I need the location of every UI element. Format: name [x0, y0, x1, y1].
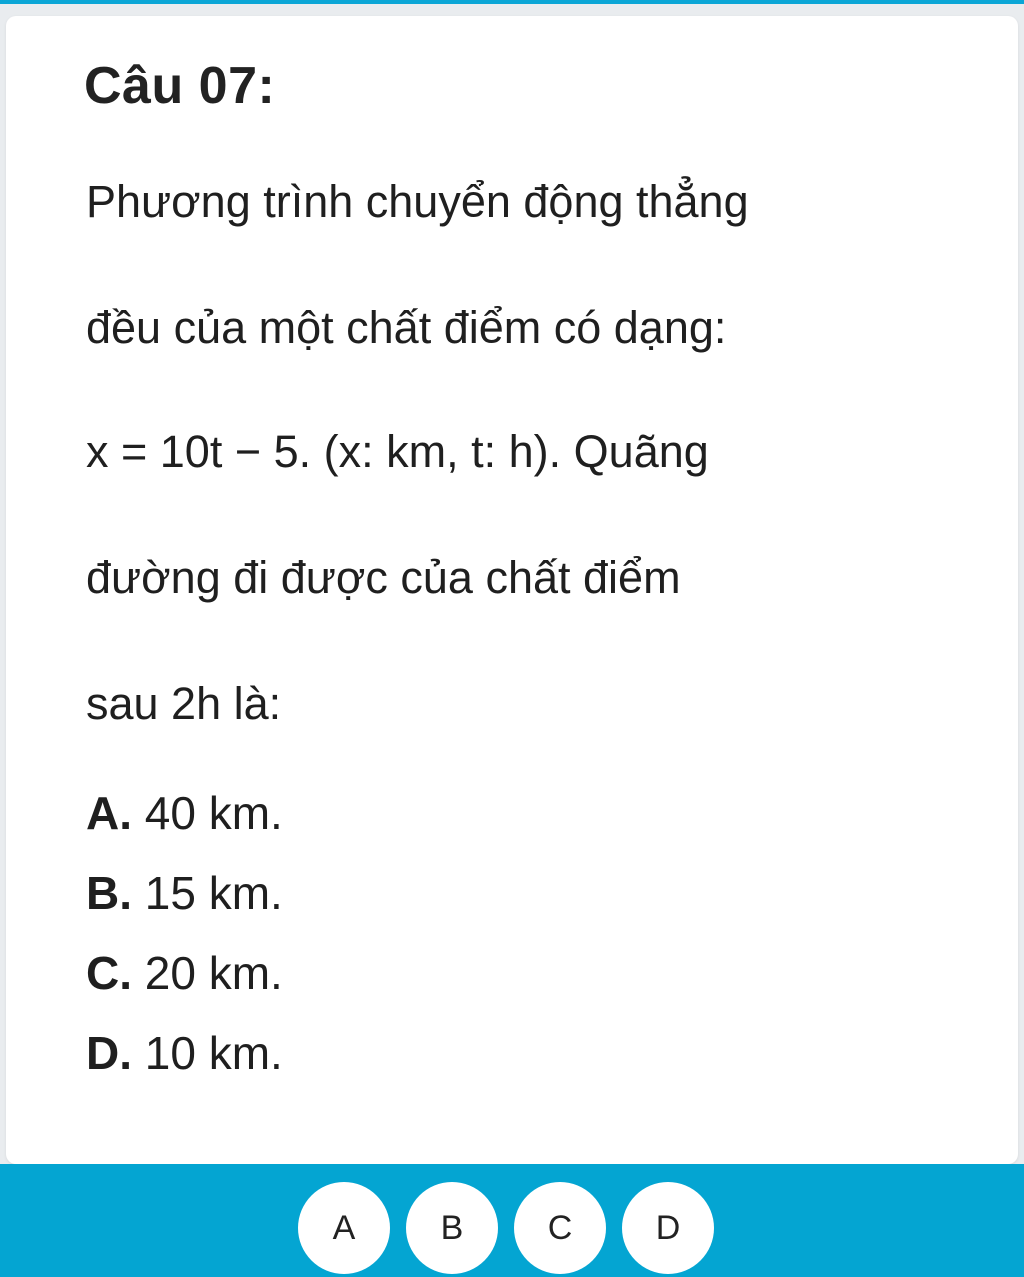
answer-button-c[interactable]: C	[514, 1182, 606, 1274]
top-accent-strip	[0, 0, 1024, 4]
question-text-line: đều của một chất điểm có dạng:	[86, 302, 727, 353]
answer-bar	[0, 1164, 1024, 1277]
option-c	[86, 946, 283, 1000]
option-c-text: 20 km.	[132, 947, 283, 999]
option-b-letter: B.	[86, 867, 132, 919]
answer-button-b[interactable]: B	[406, 1182, 498, 1274]
answer-button-d[interactable]: D	[622, 1182, 714, 1274]
question-text-line: x = 10t − 5. (x: km, t: h). Quãng	[86, 426, 709, 477]
option-a-text: 40 km.	[132, 787, 283, 839]
option-d	[86, 1026, 283, 1080]
option-d-letter: D.	[86, 1027, 132, 1079]
option-b	[86, 866, 283, 920]
option-a-letter: A.	[86, 787, 132, 839]
option-a	[86, 786, 283, 840]
question-text-line: sau 2h là:	[86, 678, 282, 729]
option-d-text: 10 km.	[132, 1027, 283, 1079]
option-c-letter: C.	[86, 947, 132, 999]
answer-button-a[interactable]: A	[298, 1182, 390, 1274]
question-text-line: Phương trình chuyển động thẳng	[86, 176, 749, 227]
question-title: Câu 07:	[84, 57, 276, 115]
question-text-line: đường đi được của chất điểm	[86, 552, 681, 603]
option-b-text: 15 km.	[132, 867, 283, 919]
